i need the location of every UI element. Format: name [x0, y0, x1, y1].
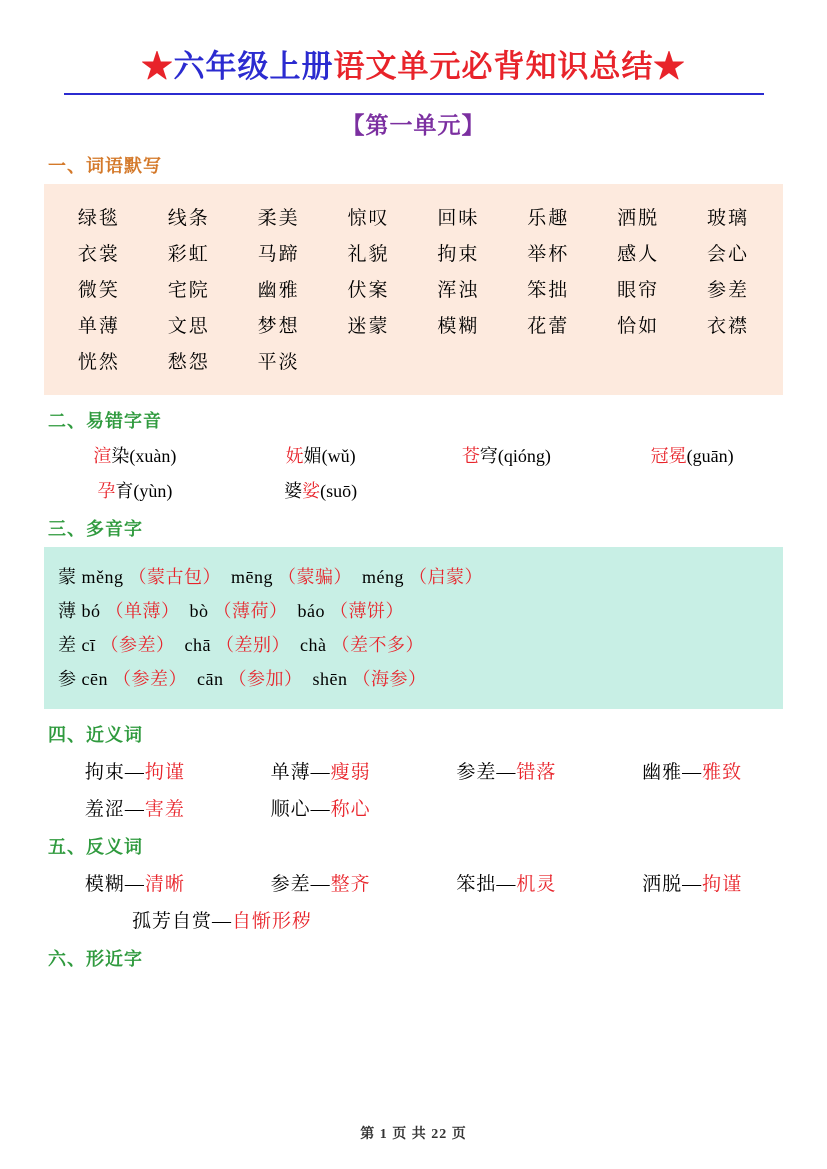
poly-pinyin: mēng	[231, 566, 273, 587]
poly-word: （单薄）	[105, 600, 180, 621]
title-star-right: ★	[653, 49, 686, 84]
word-cell-empty	[503, 347, 593, 374]
poly-pinyin: bó	[81, 600, 101, 621]
pair-right: 拘谨	[144, 761, 185, 783]
synonym-pair	[414, 757, 600, 784]
word-cell: 举杯	[527, 243, 570, 265]
poly-char: 薄	[58, 600, 77, 621]
pinyin-rest: 媚	[303, 445, 322, 466]
word-cell: 恰如	[617, 315, 660, 337]
pinyin-char: 娑	[302, 480, 321, 501]
word-cell: 柔美	[257, 207, 300, 229]
word-cell: 乐趣	[527, 207, 570, 229]
poly-char: 差	[58, 634, 77, 655]
word-cell: 感人	[617, 243, 660, 265]
polyphonic-table	[44, 547, 783, 709]
word-cell: 微笑	[77, 279, 120, 301]
word-cell: 梦想	[257, 315, 300, 337]
pinyin-item-empty	[599, 477, 785, 503]
pair-right: 错落	[516, 761, 557, 783]
table-row	[42, 477, 785, 503]
table-row	[58, 563, 773, 589]
word-cell: 回味	[437, 207, 480, 229]
antonym-pair	[132, 906, 312, 933]
poly-word: （差不多）	[331, 634, 424, 655]
pair-right: 自惭形秽	[232, 910, 313, 932]
word-cell: 拘束	[437, 243, 480, 265]
word-cell: 参差	[707, 279, 750, 301]
pair-right: 称心	[330, 798, 371, 820]
table-row	[58, 631, 773, 657]
antonym-list	[42, 869, 785, 933]
pair-left: 幽雅—	[642, 761, 703, 783]
pair-cell-empty	[599, 794, 785, 821]
poly-word: （薄饼）	[330, 600, 404, 621]
antonym-pair	[414, 869, 600, 896]
pinyin-char: 妩	[285, 445, 304, 466]
word-cell: 宅院	[167, 279, 210, 301]
word-cell: 迷蒙	[347, 315, 390, 337]
pinyin-char: 孕	[97, 480, 116, 501]
pair-left: 模糊—	[84, 873, 145, 895]
unit-subtitle: 【第一单元】	[341, 112, 486, 138]
word-cell: 浑浊	[437, 279, 480, 301]
word-cell: 线条	[167, 207, 210, 229]
poly-pinyin: cēn	[81, 668, 108, 689]
poly-pinyin: měng	[81, 566, 124, 587]
pinyin-item	[414, 442, 600, 468]
synonym-pair	[42, 794, 228, 821]
word-cell: 会心	[707, 243, 750, 265]
pair-right: 整齐	[330, 873, 371, 895]
pair-right: 雅致	[702, 761, 743, 783]
synonym-pair	[228, 757, 414, 784]
word-cell: 单薄	[77, 315, 120, 337]
poly-word: （参加）	[228, 668, 303, 689]
word-cell: 玻璃	[707, 207, 750, 229]
pair-left: 孤芳自赏—	[132, 910, 233, 932]
antonym-pair	[42, 869, 228, 896]
poly-word: （海参）	[352, 668, 427, 689]
pinyin-item	[228, 477, 414, 503]
word-cell: 文思	[167, 315, 210, 337]
word-cell: 礼貌	[347, 243, 390, 265]
poly-word: （薄荷）	[213, 600, 288, 621]
pair-left: 参差—	[456, 761, 517, 783]
word-cell: 恍然	[77, 351, 120, 373]
section-heading-polyphonic-characters: 三、多音字	[48, 518, 143, 539]
word-cell: 幽雅	[257, 279, 300, 301]
section-heading-antonyms: 五、反义词	[48, 836, 143, 857]
word-cell: 衣裳	[77, 243, 120, 265]
word-cell-empty	[683, 347, 773, 374]
poly-pinyin: shēn	[312, 668, 348, 689]
pinyin-reading: (yùn)	[133, 480, 173, 501]
pinyin-reading: (xuàn)	[129, 445, 177, 466]
poly-word: （蒙骗）	[278, 566, 352, 587]
table-row	[58, 597, 773, 623]
page-title	[64, 48, 764, 95]
title-subject: 语文单元必背知识总结	[333, 49, 654, 84]
table-row	[42, 906, 785, 933]
pinyin-reading: (guān)	[686, 445, 734, 466]
poly-pinyin: báo	[297, 600, 325, 621]
pair-right: 拘谨	[702, 873, 743, 895]
word-cell: 模糊	[437, 315, 480, 337]
synonym-pair	[228, 794, 414, 821]
synonym-pair	[599, 757, 785, 784]
synonym-pair	[42, 757, 228, 784]
table-row	[42, 794, 785, 821]
pair-right: 机灵	[516, 873, 557, 895]
poly-pinyin: bò	[189, 600, 209, 621]
word-cell: 衣襟	[707, 315, 750, 337]
word-cell: 伏案	[347, 279, 390, 301]
word-cell: 马蹄	[257, 243, 300, 265]
pair-cell-empty	[414, 794, 600, 821]
pinyin-char: 冠冕	[650, 445, 687, 466]
table-row	[54, 239, 773, 266]
pinyin-reading: (suō)	[320, 480, 358, 501]
word-cell: 笨拙	[527, 279, 570, 301]
table-row	[54, 347, 773, 374]
title-text	[64, 48, 764, 87]
table-row	[54, 203, 773, 230]
antonym-pair	[228, 869, 414, 896]
pinyin-char: 渲	[93, 445, 112, 466]
poly-char: 蒙	[58, 566, 77, 587]
pinyin-item	[42, 477, 228, 503]
section-heading-synonyms: 四、近义词	[48, 724, 143, 745]
pinyin-char: 苍	[461, 445, 480, 466]
pinyin-item	[42, 442, 228, 468]
poly-pinyin: méng	[362, 566, 404, 587]
pair-left: 洒脱—	[642, 873, 703, 895]
word-cell-empty	[593, 347, 683, 374]
word-cell: 惊叹	[347, 207, 390, 229]
poly-pinyin: chā	[184, 634, 211, 655]
title-star-left: ★	[141, 49, 174, 84]
pinyin-rest: 婆	[284, 480, 303, 501]
section-heading-easy-mistake-pronunciation: 二、易错字音	[48, 410, 162, 431]
poly-pinyin: cān	[196, 668, 224, 689]
pair-right: 瘦弱	[330, 761, 371, 783]
word-cell-empty	[414, 347, 504, 374]
easy-mistake-list	[42, 442, 785, 503]
poly-pinyin: chà	[299, 634, 327, 655]
word-cell-empty	[324, 347, 414, 374]
word-cell: 眼帘	[617, 279, 660, 301]
table-row	[42, 757, 785, 784]
page-footer: 第 1 页 共 22 页	[360, 1127, 467, 1142]
pinyin-item	[228, 442, 414, 468]
table-row	[42, 442, 785, 468]
antonym-pair	[599, 869, 785, 896]
pair-left: 拘束—	[84, 761, 145, 783]
synonym-list	[42, 757, 785, 821]
word-dictation-table	[44, 184, 783, 395]
pair-left: 羞涩—	[84, 798, 145, 820]
poly-word: （启蒙）	[409, 566, 483, 587]
poly-word: （参差）	[112, 668, 187, 689]
table-row	[42, 869, 785, 896]
title-grade: 六年级上册	[173, 49, 334, 84]
pair-left: 笨拙—	[456, 873, 517, 895]
word-cell: 愁怨	[167, 351, 210, 373]
word-cell: 花蕾	[527, 315, 570, 337]
word-cell: 平淡	[257, 351, 300, 373]
pair-left: 参差—	[270, 873, 331, 895]
poly-word: （蒙古包）	[128, 566, 221, 587]
poly-char: 参	[58, 668, 77, 689]
pinyin-reading: (wǔ)	[321, 445, 356, 466]
pinyin-rest: 育	[115, 480, 134, 501]
table-row	[54, 311, 773, 338]
pair-left: 单薄—	[270, 761, 331, 783]
pair-right: 清晰	[144, 873, 185, 895]
table-row	[54, 275, 773, 302]
poly-word: （参差）	[100, 634, 175, 655]
word-cell: 彩虹	[167, 243, 210, 265]
pinyin-reading: (qióng)	[497, 445, 551, 466]
section-heading-similar-characters: 六、形近字	[48, 948, 143, 969]
pair-left: 顺心—	[270, 798, 331, 820]
pinyin-item-empty	[414, 477, 600, 503]
poly-word: （差别）	[215, 634, 290, 655]
table-row	[58, 665, 773, 691]
pair-right: 害羞	[144, 798, 185, 820]
poly-pinyin: cī	[81, 634, 96, 655]
section-heading-word-dictation: 一、词语默写	[48, 155, 162, 176]
pinyin-rest: 染	[111, 445, 130, 466]
pinyin-rest: 穹	[479, 445, 498, 466]
word-cell: 绿毯	[77, 207, 120, 229]
word-cell: 洒脱	[617, 207, 660, 229]
pinyin-item	[599, 442, 785, 468]
